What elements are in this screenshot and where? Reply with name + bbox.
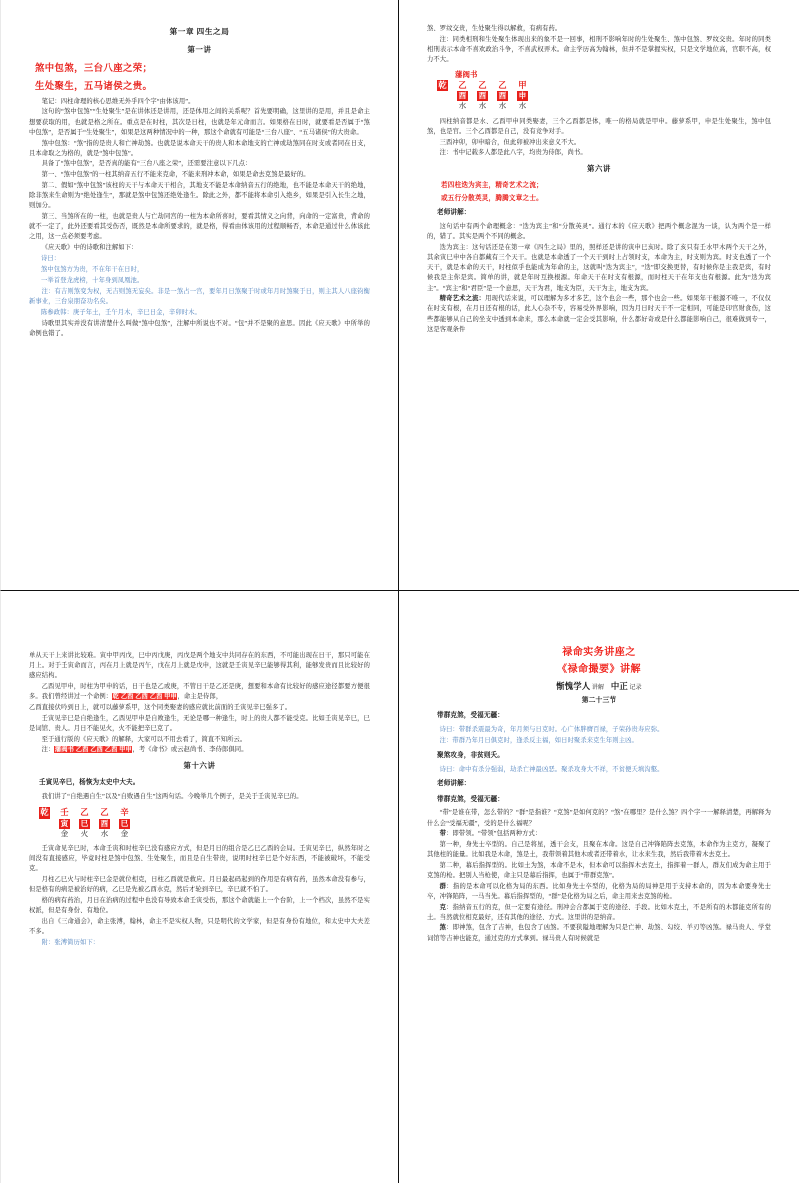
definition-paragraph [427, 294, 771, 335]
repeat-heading: 带群克煞，受福无疆： [437, 795, 504, 803]
definition-text: ：指的是本命可以化格为局的东西。比如身先士卒型的，化格为局的局神是用于支持本命的，因为本命要身先士卒，冲锋陷阵，一马当先。幕后指挥型的，“群”是化格为局之后，命主用来去克煞的枪。 [427, 882, 771, 900]
section-number: 第二十三节 [581, 697, 617, 705]
chapter-title: 第一章 四生之局 [169, 27, 230, 36]
closing-paragraph: 诗歌里其实并没有讲清楚什么叫做“煞中包煞”，注解中所说也不对。“包”并不是聚的意思。因此《应天歌》中所举的命例也错了。 [29, 319, 370, 337]
paragraph: “带”是谁在带，怎么带的？“群”是指谁？“克煞”是如何克的？“煞”在哪里？是什么煞？四个字一一解释清楚，再解释为什么会“受福无疆”，受的是什么福呢？ [427, 809, 771, 827]
page-bottom-right [399, 591, 799, 1183]
bazi-stem: 壬 [60, 808, 69, 818]
bazi-stem: 乙 [498, 80, 507, 90]
paragraph: 三酉冲卯，卯申暗合，但此卯被冲出来意义不大。 [439, 138, 581, 146]
bazi-nayin: 水 [100, 828, 109, 838]
paragraph: 第一种，身先士卒型的。自己是将星，透干会支，且聚在本命。这是自己冲锋陷阵去克煞，本命作为主克方，凝聚了其他柱的能量。比如我是木命，煞是土，我带领着其他木或者还带着水，让水来生我，然后我带着木去克土。 [427, 840, 771, 859]
appendix-line: 附：张溥简历如下： [41, 938, 100, 946]
bazi-stem: 甲 [518, 80, 527, 90]
author-name: 惭愧学人 [556, 682, 591, 692]
paragraph: 乙酉直接伏吟到日上，就可以藤萝系甲，这个同类娶妻的感应就比前面的壬寅见辛巳强多了。 [29, 703, 292, 711]
note-bazi-highlight: 藩阀书 乙酉 乙酉 乙酉 甲申 [54, 746, 132, 754]
definition-text: ：指纳音五行的克，但一定要有途径。刑冲会合都属于克的途径、手段。比如木克土，不是所有的木都能克所有的土。当然就位相克最好，还有其他的途径、方式。这里讲的是纳音。 [427, 903, 771, 921]
red-poem-line-1: 煞中包煞，三台八座之荣； [35, 64, 153, 75]
page-bottom-left [0, 591, 399, 1183]
heading-2: 聚煞攻身，非贫则夭。 [437, 752, 504, 760]
bazi-nayin-row [457, 101, 771, 111]
paragraph-text: 乙酉见甲申，时柱为甲申的话，日干也是乙或庚，不管日干是乙还是庚，想要和本命有比较好的感应途径都要方便很多。我们曾经讲过一个命例： [29, 683, 370, 701]
bazi-earthly-branches-row [59, 819, 370, 829]
bazi-stem: 乙 [478, 80, 487, 90]
paragraph: 这句的“煞中包煞”“生处聚生”是在讲体还是讲用，还是体用之间的关系呢？首先要明确，这里讲的是用，并且是命主想要获取的用，也就是格之所在。重点是在时柱，其次是日柱，也就是年元命而言。如果格在日时，就要看是否属于“煞中包煞”，是否属于“生处聚生”，如果是这两种情况中的一种，那这个命就有可能是“三台八座”、“五马诸侯”的大贵命。 [29, 108, 370, 136]
bazi-stem: 乙 [458, 80, 467, 90]
paragraph: 煞中包煞：“煞”指的是贵人和亡神劫煞。也就是说本命天干的贵人和本命地支的亡神或劫煞同在时支或者同在日支，且本命取之为格的，就是“煞中包煞”。 [29, 139, 370, 157]
author-role: 讲解 [591, 685, 605, 692]
bazi-nayin: 水 [498, 101, 507, 111]
definition-term: 群 [439, 882, 447, 890]
bazi-earthly-branches-row [457, 91, 771, 101]
paragraph: 出自《三命通会》，命主张溥，翰林，命主不是实权人物，只是明代的文学家，但是有身份有地位，和太史中大夫差不多。 [29, 917, 370, 936]
lecture-title: 第一讲 [187, 45, 212, 55]
red-poem-line-1: 若四柱迭为宾主，精奇艺术之流； [441, 182, 543, 190]
bazi-nayin: 水 [518, 101, 527, 111]
definition-text: ：即带领。“带领”包括两种方式： [446, 830, 542, 838]
page-top-right [399, 0, 799, 591]
paragraph: 月柱乙巳火与时柱辛巳金是就位相克，日柱乙酉就是救应。月日最起码起到的作用是有病有药，虽然本命没有参与，但是格有的病是被治好的病，乙巳是先被乙酉水克，然后才轮到辛巳，辛巳就不怕了。 [29, 876, 370, 894]
definition-term: 带 [439, 830, 446, 838]
document-title-line-1: 禄命实务讲座之 [562, 647, 636, 658]
paragraph: 注：书中记载多人都是此八字，均贵为侍郎，尚书。 [439, 149, 587, 157]
bazi-nayin: 火 [80, 828, 89, 838]
paragraph: 第三、当煞所在的一柱，也就是贵人与亡劫同宫的一柱为本命所喜时，要看其情义之向背，向命的一定富贵，背命的就不一定了，此外还要看其受伤否，既然是本命所要求的，就是格，得看由体该用的过程顺畅否，本命是通过什么体该此之用，这一点必须要考虑。 [29, 212, 370, 241]
bazi-nayin: 金 [60, 828, 69, 838]
bazi-gender-marker: 乾 [40, 808, 49, 818]
paragraph: 壬寅命见辛巳时，本命壬寅和时柱辛巳没有感应方式，但是月日的组合是乙巳乙酉的会局。壬寅见辛巳，纵然年时之间没有直接感应，毕竟时柱是煞中包煞、生处聚生，而且是自生带贵，说明时柱辛巳是个好东西，不能被破坏，不能受克。 [29, 845, 370, 873]
blue-poem-line: 诗曰：命中有杀分强弱，劫杀亡神最凶恶。聚杀攻身大不祥，不贫便夭填沟壑。 [439, 765, 664, 773]
bazi-gender-marker: 乾 [438, 80, 447, 90]
bazi-chart-bottom-left [39, 807, 370, 839]
teacher-explains-label: 老师讲解： [437, 780, 471, 787]
note-label: 注： [41, 746, 55, 754]
red-poem-line-2: 生处聚生，五马诸侯之贵。 [35, 81, 153, 92]
bazi-stem: 乙 [100, 808, 109, 818]
bazi-nayin: 水 [458, 101, 467, 111]
paragraph: 《应天歌》中的诗歌和注解如下： [41, 243, 138, 251]
recorder-name: 中正 [610, 682, 628, 692]
recorder-role: 记录 [629, 685, 642, 692]
definition-term: 克 [439, 903, 447, 911]
byline [427, 680, 771, 694]
page-top-left [0, 0, 399, 591]
paragraph: 壬寅见辛巳是自绝逢生，乙酉见甲申是自败逢生，无论是哪一种逢生，时上的贵人都不能受克。比如壬寅见辛巳，巳是词馆、贵人。月日不能见火，火不能把辛巳克了。 [29, 714, 370, 732]
paragraph: 单从天干上来讲比较难。寅中甲丙戊，巳中丙戊庚，丙戊是两个地支中共同存在的东西，不可能出现在日干，那只可能在月上。对于壬寅命而言，丙在月上就是丙午，戊在月上就是戊申，这就是壬寅见辛巳能够得其利，能够发贵而且比较好的感应结构。 [29, 652, 370, 680]
definition-paragraph [427, 882, 771, 902]
lecture-title: 第六讲 [587, 164, 611, 174]
bazi-chart-top-right [437, 70, 771, 111]
lecture-title: 第十六讲 [183, 761, 216, 771]
bazi-branch: 寅 [60, 818, 69, 828]
bazi-branch: 酉 [498, 91, 507, 101]
bazi-branch: 酉 [478, 91, 487, 101]
note-line [29, 745, 370, 755]
paragraph: 第二、假如“煞中包煞”该柱的天干与本命天干相合，其地支不能是本命纳音五行的绝地，也不能是本命天干的绝地，除非煞来生命则为“绝处逢生”，那就是煞中包煞还绝处逢生。除此之外，都不能将本命引入绝乡，如果是引入长生之地，则加分。 [29, 181, 370, 210]
paragraph-tail: ，命主是侍郎， [177, 693, 223, 701]
bazi-nayin: 水 [478, 101, 487, 111]
red-poem-line-2: 或五行分散英灵，腾腾文章之士。 [441, 194, 543, 202]
bazi-heavenly-stems-row [437, 80, 771, 91]
paragraph: 我们讲了“自绝遇自生”以及“自败遇自生”这两句话。今晚举几个例子，是关于壬寅见辛巳的。 [41, 793, 303, 801]
paragraph: 格的病有药治，月日在治病的过程中也没有导致本命壬寅受伤，那这个命就能上一个台阶，上一个档次，虽然不是实权派，但是有身份、有地位。 [29, 897, 370, 915]
definition-paragraph [427, 923, 771, 943]
paragraph: 第二种，幕后指挥型的。比如土为煞，本命不是木，但本命可以指挥木去克土，指挥着一群人，群友们成为命主用于克煞的枪。把别人当枪使，命主只是幕后指挥，也属于“带群克煞”。 [427, 861, 771, 879]
teacher-explains-label: 老师讲解： [437, 209, 471, 217]
bazi-stem: 辛 [120, 808, 129, 818]
blue-poem-line: 煞中包煞方为贵，不在年干在日时， [41, 265, 144, 273]
paragraph: 四柱纳音都是水、乙酉甲申同类娶妻，三个乙酉都是体，唯一的格局就是甲申。藤萝系甲，申是生处聚生，煞中包煞，也是官。三个乙酉都是自己，没有竞争对手。 [427, 117, 771, 135]
paragraph: 第一、“煞中包煞”的一柱其纳音五行不能来克命，不能来刑冲本命，如果是命去克煞是最好的。 [41, 171, 310, 179]
bazi-branch: 申 [518, 91, 527, 101]
bazi-stem: 乙 [80, 808, 89, 818]
bazi-branch: 巳 [80, 818, 89, 828]
paragraph: 迭为宾主：这句话还是在第一章《四生之局》里的，照样还是讲的寅申巳亥时。除了亥只有壬水甲木两个天干之外，其余寅巳申中各自都藏有三个天干。也就是本命透了一个天干到时上占领时支，本命为主，时支则为宾。时支也透了一个天干，就是本命的天干，时柱似乎也能成为年命的主，这就叫“迭为宾主”，“迭”即交换更替，有时候你是主我是宾，有时候我是主你是宾。简单的讲，就是年时互换根源。年命天干在时支有根源，而时柱天干在年支也有根源。此为“迭为宾主”。“宾主”和“君臣”是一个意思，天干为君，地支为臣，天干为主，地支为宾。 [427, 243, 771, 292]
paragraph: 这句话中有两个命理概念：“迭为宾主”和“分散英灵”。通行本的《应天歌》把两个概念混为一谈，认为两个是一样的，错了。其实是两个不同的概念。 [427, 222, 771, 241]
blue-poem-line: 一举首登龙虎榜，十年身到凤凰池。 [41, 276, 144, 284]
blue-note: 注：有吉则煞变为权，无吉则煞无妄矣。非是一煞占一宫，要年月日煞聚于时或年月时煞聚于日，则主其人八座钧衡新事业，三台泉朋奋功名矣。 [29, 288, 370, 306]
definition-text: 用现代话来说，可以理解为多才多艺，这个也会一些，那个也会一些。如果年干根源不唯一，不仅仅在时支有根，在月日还有根的话，此人心杂不专，容易受外界影响，因为月日时天干不一定相同，可能是印官财食伤，这些都能够从自己的坐支中透到本命来，那么本命就一定会受其影响，什么都好奇或是什么都能影响自己，很难做到专一，这是客观条件 [427, 295, 771, 333]
blue-poem-label: 诗曰： [41, 254, 61, 262]
definition-term: 精奇艺术之流： [439, 295, 486, 303]
blue-poem-line: 诗曰：带群杀震最为奇，年月须与日克时。心广体胖膺百禄，子荣孙贵寿应弥。 [439, 725, 664, 733]
paragraph-with-inline-bazi [29, 682, 370, 702]
bazi-nayin-row [59, 829, 370, 839]
bazi-source-label: 藩阀书 [455, 70, 478, 80]
heading-1: 带群克煞，受福无疆： [437, 712, 504, 720]
blue-example: 陈参政韩：庚子年土，壬午月木，辛巳日金，辛卯时木。 [41, 308, 201, 316]
paragraph: 注：同类相刑和生处聚生体现出来的象不是一回事，相刑不影响年时的生处聚生、煞中包煞、罗纹交贵。年时的同类相刑表示本命不喜欢政治斗争，不喜武权弄术。命主学历高为翰林，但并不是掌握实权，只是文学地位高，官职不高，权力不大。 [427, 35, 771, 64]
paragraph: 至于通行版的《应天歌》的解释，大家可以不用去看了，简直不知所云。 [41, 735, 247, 743]
paragraph: 煞、罗纹交贵，生处聚生得以解救，有病有药。 [427, 25, 562, 32]
blue-note-line: 注：带群乃年月日俱克时，逢杀反主福，如日时聚杀来克生年则主凶。 [439, 736, 638, 744]
document-title-line-2: 《禄命撮要》讲解 [557, 664, 641, 676]
definition-paragraph [427, 829, 771, 839]
bazi-branch: 酉 [100, 818, 109, 828]
inline-bazi-highlight: 乾 乙酉 乙酉 乙酉 甲申 [112, 693, 177, 701]
subheading: 壬寅见辛巳，杨恢为太史中大夫。 [39, 779, 140, 787]
paragraph: 具备了“煞中包煞”，是否真的能有“三台八座之荣”，还需要注意以下几点： [41, 160, 252, 168]
definition-term: 煞 [439, 924, 447, 932]
definition-paragraph [427, 903, 771, 923]
bazi-branch: 酉 [458, 91, 467, 101]
bazi-branch: 巳 [120, 818, 129, 828]
bazi-heavenly-stems-row [39, 807, 370, 818]
paragraph: 笔记：四柱命理的核心思维无外乎四个字“由体该用”。 [41, 97, 195, 105]
definition-text: ：即神煞，包含了吉神，也包含了凶煞。不要狭隘地理解为只是亡神、劫煞、勾绞、羊刃等凶煞。禄马贵人、学堂词馆等吉神也能克，通过克的方式拿到。禄马贵人有时候就是 [427, 924, 771, 942]
bazi-nayin: 金 [120, 828, 129, 838]
note-rest: ，考《命书》或云赵尚书、李侍郎俱同。 [132, 746, 248, 754]
